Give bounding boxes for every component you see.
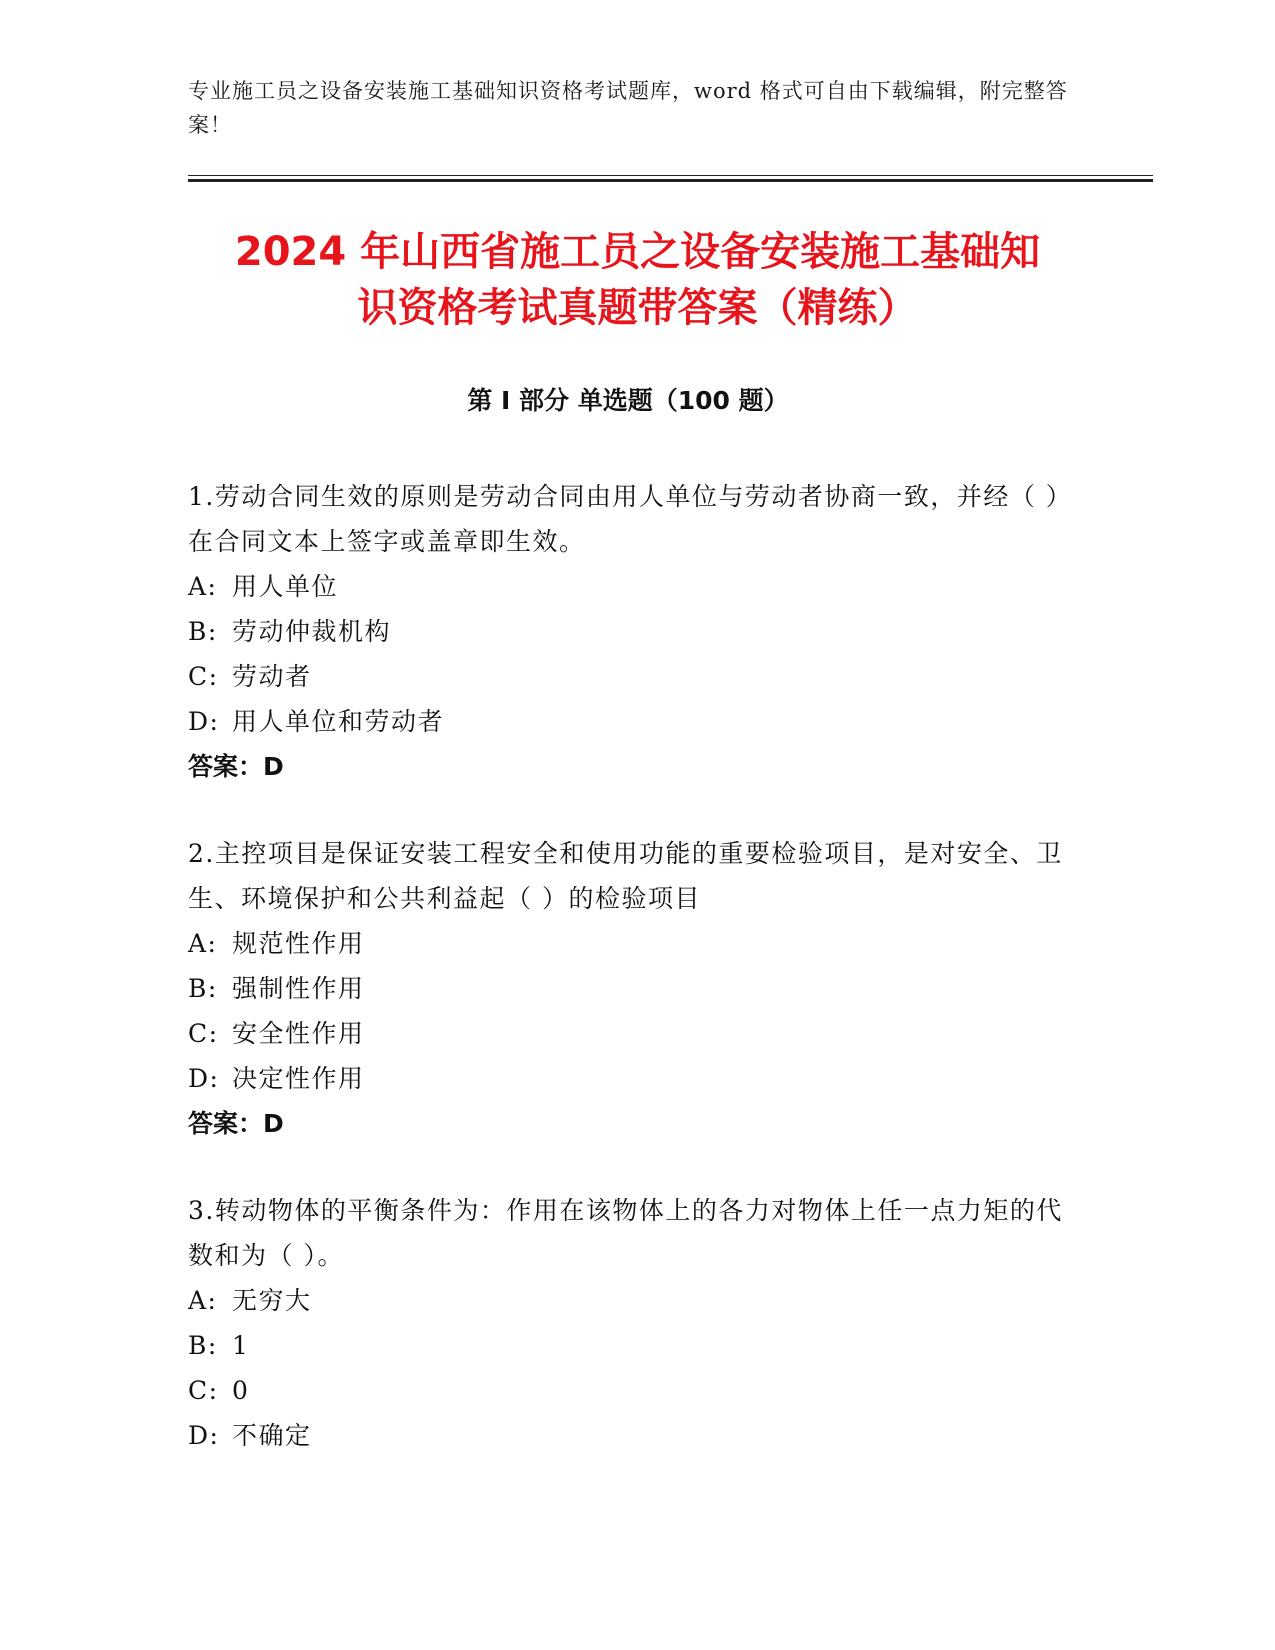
question-3 <box>188 1188 1068 1458</box>
question-stem: 2.主控项目是保证安装工程安全和使用功能的重要检验项目，是对安全、卫生、环境保护和公共利益起（ ）的检验项目 <box>188 839 1063 913</box>
option-text: 无穷大 <box>232 1286 312 1315</box>
option-text: 劳动者 <box>232 662 312 691</box>
option-key: A: <box>188 929 218 958</box>
document-title-line-1: 2024 年山西省施工员之设备安装施工基础知 <box>234 229 1041 275</box>
section-title: 第 I 部分 单选题（100 题） <box>467 386 789 415</box>
option-c <box>188 654 1068 699</box>
option-text: 不确定 <box>232 1421 312 1450</box>
header-divider-thick <box>188 179 1153 182</box>
option-key: B: <box>188 974 218 1003</box>
option-text: 劳动仲裁机构 <box>232 617 392 646</box>
option-text: 0 <box>232 1376 250 1405</box>
option-text: 1 <box>232 1331 250 1360</box>
option-a <box>188 1278 1068 1323</box>
option-text: 决定性作用 <box>232 1064 365 1093</box>
question-stem: 1.劳动合同生效的原则是劳动合同由用人单位与劳动者协商一致，并经（ ）在合同文本上签字或盖章即生效。 <box>188 482 1060 556</box>
option-text: 规范性作用 <box>232 929 365 958</box>
option-text: 安全性作用 <box>232 1019 365 1048</box>
option-key: D: <box>188 1421 220 1450</box>
option-a <box>188 564 1068 609</box>
option-key: D: <box>188 707 220 736</box>
answer-line: 答案：D <box>188 1109 284 1138</box>
question-2 <box>188 831 1068 1146</box>
option-key: D: <box>188 1064 220 1093</box>
option-b <box>188 609 1068 654</box>
question-1 <box>188 474 1068 789</box>
option-c <box>188 1011 1068 1056</box>
document-title-line-2: 识资格考试真题带答案（精练） <box>357 285 918 331</box>
header-divider-thin <box>188 175 1153 176</box>
option-a <box>188 921 1068 966</box>
option-key: C: <box>188 1376 219 1405</box>
option-key: C: <box>188 1019 219 1048</box>
option-text: 用人单位和劳动者 <box>232 707 445 736</box>
option-key: B: <box>188 1331 218 1360</box>
option-d <box>188 1413 1068 1458</box>
option-c <box>188 1368 1068 1413</box>
option-text: 强制性作用 <box>232 974 365 1003</box>
question-list <box>188 474 1068 1500</box>
header-note: 专业施工员之设备安装施工基础知识资格考试题库，word 格式可自由下载编辑，附完整答案！ <box>188 79 1068 137</box>
option-key: A: <box>188 1286 218 1315</box>
document-title <box>150 224 1125 336</box>
option-b <box>188 966 1068 1011</box>
question-stem: 3.转动物体的平衡条件为：作用在该物体上的各力对物体上任一点力矩的代数和为（ ）。 <box>188 1196 1063 1270</box>
option-d <box>188 1056 1068 1101</box>
answer-line: 答案：D <box>188 752 284 781</box>
option-b <box>188 1323 1068 1368</box>
option-key: C: <box>188 662 219 691</box>
option-key: B: <box>188 617 218 646</box>
option-key: A: <box>188 572 218 601</box>
option-text: 用人单位 <box>232 572 339 601</box>
option-d <box>188 699 1068 744</box>
